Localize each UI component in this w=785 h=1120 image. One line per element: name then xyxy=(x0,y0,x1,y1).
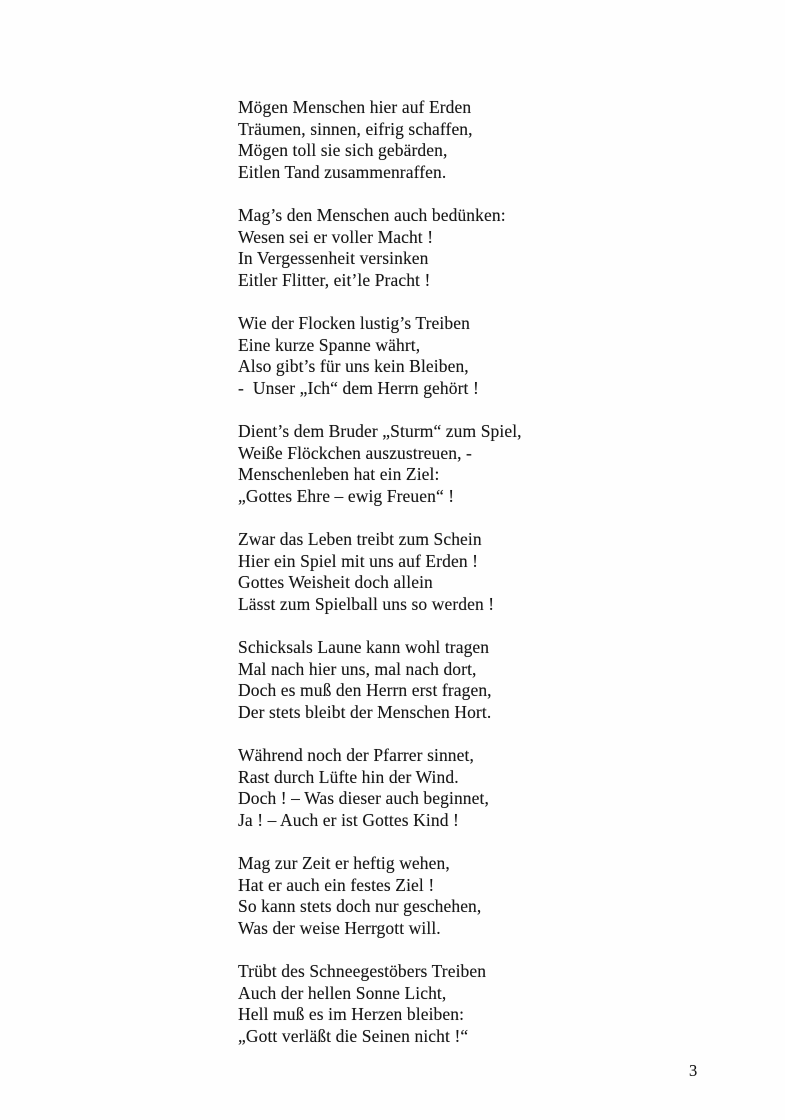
poem-line: Schicksals Laune kann wohl tragen xyxy=(238,637,490,657)
poem-line: Träumen, sinnen, eifrig schaffen, xyxy=(238,118,473,139)
poem-stanza xyxy=(238,637,718,723)
poem-line: Wie der Flocken lustig’s Treiben xyxy=(238,313,470,333)
poem-line: Mal nach hier uns, mal nach dort, xyxy=(238,658,477,679)
poem-line: Gottes Weisheit doch allein xyxy=(238,572,433,592)
poem-line: Hier ein Spiel mit uns auf Erden ! xyxy=(238,550,479,571)
poem-line: Rast durch Lüfte hin der Wind. xyxy=(238,766,459,787)
poem-line: „Gott verläßt die Seinen nicht !“ xyxy=(238,1025,469,1046)
poem-line: Doch es muß den Herrn erst fragen, xyxy=(238,680,492,700)
poem-line: So kann stets doch nur geschehen, xyxy=(238,896,482,916)
poem-stanza xyxy=(238,421,718,507)
poem-line: „Gottes Ehre – ewig Freuen“ ! xyxy=(238,485,455,506)
poem-line: Hell muß es im Herzen bleiben: xyxy=(238,1004,465,1024)
poem-line: - Unser „Ich“ dem Herrn gehört ! xyxy=(238,377,479,398)
poem-line: Hat er auch ein festes Ziel ! xyxy=(238,874,435,895)
poem-line: Lässt zum Spielball uns so werden ! xyxy=(238,593,495,614)
poem-line: Mag’s den Menschen auch bedünken: xyxy=(238,205,506,225)
poem-line: Trübt des Schneegestöbers Treiben xyxy=(238,961,487,981)
poem-line: Weiße Flöckchen auszustreuen, - xyxy=(238,442,472,463)
poem-line: Der stets bleibt der Menschen Hort. xyxy=(238,701,492,722)
poem-line: Eitlen Tand zusammenraffen. xyxy=(238,161,447,182)
poem-line: Doch ! – Was dieser auch beginnet, xyxy=(238,788,489,808)
poem xyxy=(238,97,718,1069)
page-number: 3 xyxy=(689,1061,698,1080)
poem-stanza xyxy=(238,853,718,939)
poem-line: Mögen toll sie sich gebärden, xyxy=(238,140,448,160)
poem-line: Eitler Flitter, eit’le Pracht ! xyxy=(238,269,431,290)
poem-line: Während noch der Pfarrer sinnet, xyxy=(238,745,474,765)
poem-stanza xyxy=(238,313,718,399)
poem-line: Auch der hellen Sonne Licht, xyxy=(238,982,447,1003)
poem-stanza xyxy=(238,529,718,615)
poem-line: Eine kurze Spanne währt, xyxy=(238,334,421,355)
poem-stanza xyxy=(238,961,718,1047)
poem-line: Wesen sei er voller Macht ! xyxy=(238,226,434,247)
poem-line: Mögen Menschen hier auf Erden xyxy=(238,97,472,117)
poem-line: In Vergessenheit versinken xyxy=(238,248,429,268)
poem-line: Zwar das Leben treibt zum Schein xyxy=(238,529,482,549)
poem-line: Mag zur Zeit er heftig wehen, xyxy=(238,853,450,873)
poem-stanza xyxy=(238,97,718,183)
poem-line: Also gibt’s für uns kein Bleiben, xyxy=(238,356,469,376)
poem-line: Was der weise Herrgott will. xyxy=(238,917,441,938)
poem-line: Dient’s dem Bruder „Sturm“ zum Spiel, xyxy=(238,421,522,441)
poem-line: Menschenleben hat ein Ziel: xyxy=(238,464,440,484)
poem-stanza xyxy=(238,745,718,831)
poem-line: Ja ! – Auch er ist Gottes Kind ! xyxy=(238,809,459,830)
poem-stanza xyxy=(238,205,718,291)
